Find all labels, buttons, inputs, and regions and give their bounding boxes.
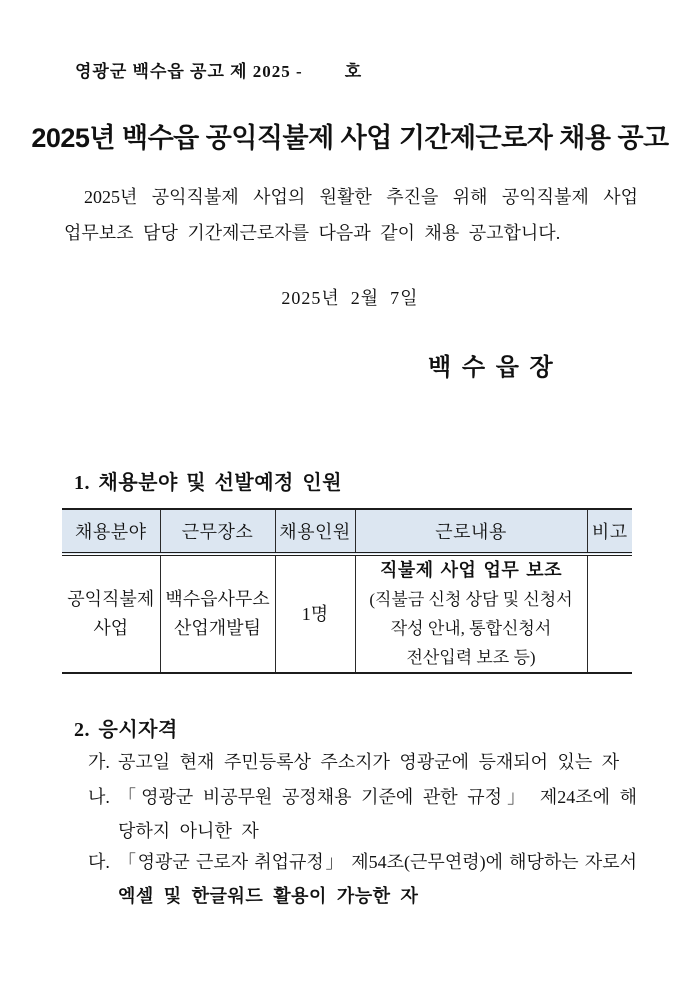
col-header-duties: 근로내용	[355, 509, 587, 554]
duty-detail-line2: 작성 안내, 통합신청서	[390, 619, 552, 638]
item-na-text-line1: 「영광군 비공무원 공정채용 기준에 관한 규정」 제24조에 해	[118, 787, 637, 807]
cell-note	[587, 554, 632, 673]
cell-field	[62, 554, 160, 673]
duty-detail-line3: 전산입력 보조 등)	[406, 648, 536, 667]
table-row	[62, 554, 632, 673]
page-title: 2025년 백수읍 공익직불제 사업 기간제근로자 채용 공고	[31, 123, 669, 153]
doc-number-line: 영광군 백수읍 공고 제 2025 - 호	[75, 62, 363, 81]
item-ga-label: 가.	[88, 752, 110, 772]
intro-line-1: 2025년 공익직불제 사업의 원활한 추진을 위해 공익직불제 사업	[84, 187, 638, 207]
col-header-workplace: 근무장소	[160, 509, 275, 554]
signer-title: 백 수 읍 장	[428, 354, 555, 381]
section-2-heading: 2. 응시자격	[74, 719, 178, 741]
section-1-heading: 1. 채용분야 및 선발예정 인원	[74, 472, 343, 494]
announcement-date: 2025년 2월 7일	[281, 288, 419, 308]
duty-detail-line1: (직불금 신청 상담 및 신청서	[369, 590, 573, 609]
cell-workplace-line2: 산업개발팀	[174, 618, 261, 638]
cell-field-line1: 공익직불제	[67, 589, 155, 609]
col-header-field: 채용분야	[62, 509, 160, 554]
eligibility-item-ga	[88, 748, 637, 774]
col-header-note: 비고	[587, 509, 632, 554]
cell-workplace-line1: 백수읍사무소	[165, 589, 270, 609]
duty-title: 직불제 사업 업무 보조	[380, 560, 562, 580]
item-ga-text: 공고일 현재 주민등록상 주소지가 영광군에 등재되어 있는 자	[118, 752, 620, 772]
col-header-headcount: 채용인원	[275, 509, 355, 554]
table-header-row	[62, 509, 632, 554]
item-na-text-line2: 당하지 아니한 자	[118, 821, 259, 841]
item-da-text-line2: 엑셀 및 한글워드 활용이 가능한 자	[118, 886, 419, 906]
item-na-label: 나.	[88, 787, 110, 807]
eligibility-item-da	[88, 848, 637, 874]
item-da-text-line1: 「영광군 근로자 취업규정」 제54조(근무연령)에 해당하는 자로서	[118, 852, 637, 872]
cell-headcount: 1명	[275, 554, 355, 673]
item-da-label: 다.	[88, 852, 110, 872]
eligibility-item-na	[88, 783, 637, 809]
cell-duties	[355, 554, 587, 673]
intro-line-2: 업무보조 담당 기간제근로자를 다음과 같이 채용 공고합니다.	[64, 223, 561, 243]
cell-field-line2: 사업	[93, 618, 129, 638]
cell-workplace	[160, 554, 275, 673]
recruitment-table	[62, 508, 632, 674]
